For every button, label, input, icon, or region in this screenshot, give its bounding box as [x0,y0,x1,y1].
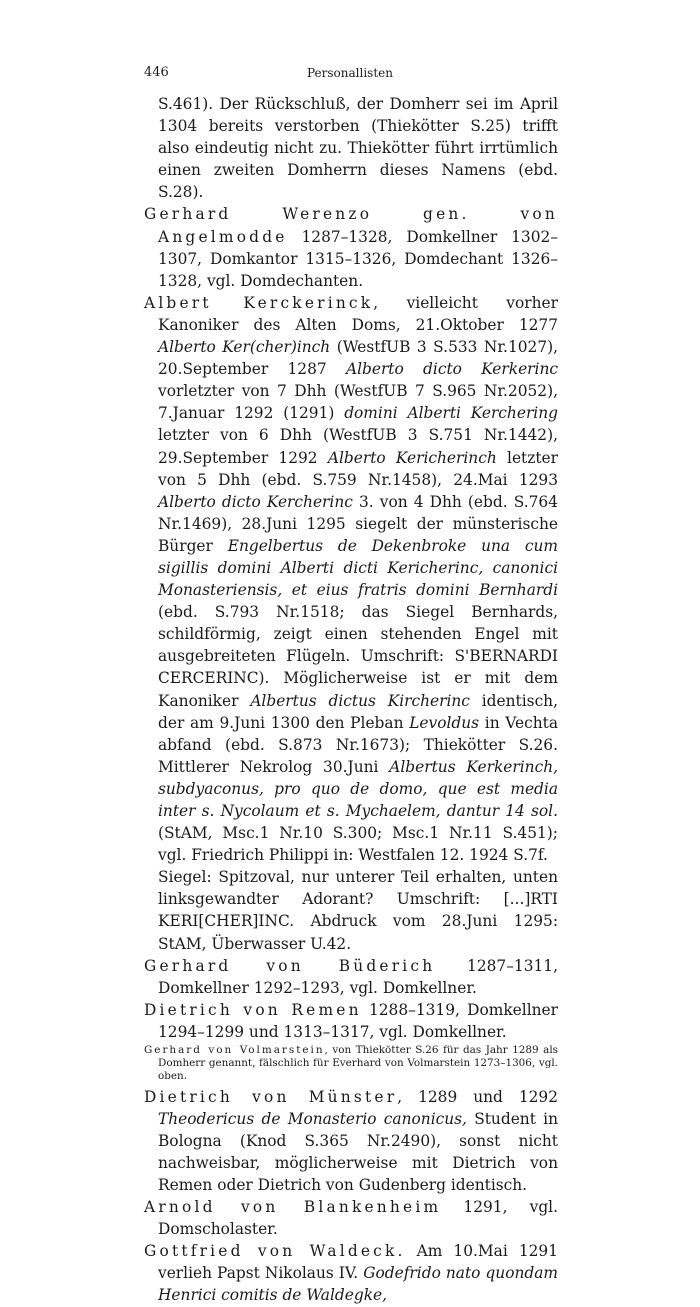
text-body [144,93,558,1307]
entry-gerhard-buederich: Gerhard von Büderich 1287–1311, Domkellner 1292–1293, vgl. Domkellner. [144,956,558,997]
entry-gerhard-werenzo: Gerhard Werenzo gen. von Angelmodde 1287–1328, Domkellner 1302–1307, Domkantor 1315–1326, Domdechant 1326–1328, vgl. Domdechanten. [144,205,558,290]
entry-name: Gerhard von Büderich [144,956,436,975]
entry-dietrich-muenster: Dietrich von Münster, 1289 und 1292 Theodericus de Monasterio canonicus, Student in Bologna (Knod S.365 Nr.2490), sonst nicht nachweisbar, möglicherweise mit Dietrich von Remen oder Dietrich von Gudenberg identisch. [144,1087,558,1195]
entry-name: Gottfried von Waldeck. [144,1242,406,1261]
entry-dietrich-remen: Dietrich von Remen 1288–1319, Domkellner 1294–1299 und 1313–1317, vgl. Domkellner. [144,1000,558,1041]
page-number: 446 [144,65,169,80]
running-head: Personallisten [307,66,393,80]
page-header [0,62,700,84]
entry-gottfried-waldeck: Gottfried von Waldeck. Am 10.Mai 1291 verlieh Papst Nikolaus IV. Godefrido nato quondam Henrici comitis de Waldegke, [144,1242,558,1305]
entry-name: Dietrich von Münster [144,1087,398,1106]
siegel-paragraph: Siegel: Spitzoval, nur unterer Teil erhalten, unten linksgewandter Adorant? Umschrift: [...]RTI KERI[CHER]INC. Abdruck vom 28.Juni 1295: StAM, Überwasser U.42. [158,868,558,953]
entry-name: Arnold von Blankenheim [144,1198,442,1217]
entry-name: Gerhard von Volmarstein [144,1044,325,1057]
entry-albert-kerckerinck: Albert Kerckerinck, vielleicht vorher Kanoniker des Alten Doms, 21.Oktober 1277 Alberto Ker(cher)inch (WestfUB 3 S.533 Nr.1027), 20.September 1287 Alberto dicto Kerkerinc vorletzter von 7 Dhh (WestfUB 7 S.965 Nr.2052), 7.Januar 1292 (1291) domini Alberti Kerchering letzter von 6 Dhh (WestfUB 3 S.751 Nr.1442), 29.September 1292 Alberto Kericherinch letzter von 5 Dhh (ebd. S.759 Nr.1458), 24.Mai 1293 Alberto dicto Kercherinc 3. von 4 Dhh (ebd. S.764 Nr.1469), 28.Juni 1295 siegelt der münsterische Bürger Engelbertus de Dekenbroke una cum sigillis domini Alberti dicti Kericherinc, canonici Monasteriensis, et eius fratris domini Bernhardi (ebd. S.793 Nr.1518; das Siegel Bernhards, schildförmig, zeigt einen stehenden Engel mit ausgebreiteten Flügeln. Umschrift: S'BERNARDI CERCERINC). Möglicherweise ist er mit dem Kanoniker Albertus dictus Kircherinc identisch, der am 9.Juni 1300 den Pleban Levoldus in Vechta abfand (ebd. S.873 Nr.1673); Thiekötter S.26. Mittlerer Nekrolog 30.Juni Albertus Kerkerinch, subdyaconus, pro quo de domo, que est media inter s. Nycolaum et s. Mychaelem, dantur 14 sol. (StAM, Msc.1 Nr.10 S.300; Msc.1 Nr.11 S.451); vgl. Friedrich Philippi in: Westfalen 12. 1924 S.7f. [144,293,559,865]
entry-arnold-blankenheim: Arnold von Blankenheim 1291, vgl. Domscholaster. [144,1198,558,1239]
entry-name: Dietrich von Remen [144,1000,362,1019]
entry-name: Albert Kerckerinck [144,293,374,312]
entry-gerhard-volmarstein: Gerhard von Volmarstein, von Thiekötter S.26 für das Jahr 1289 als Domherr genannt, fälschlich für Everhard von Volmarstein 1273–1306, vgl. oben. [144,1044,558,1083]
continuation-paragraph: S.461). Der Rückschluß, der Domherr sei im April 1304 bereits verstorben (Thiekötter S.25) trifft also eindeutig nicht zu. Thiekötter führt irrtümlich einen zweiten Domherrn dieses Namens (ebd. S.28). [158,95,558,202]
entry-name: Gerhard Werenzo gen. von Angelmodde [144,205,558,246]
